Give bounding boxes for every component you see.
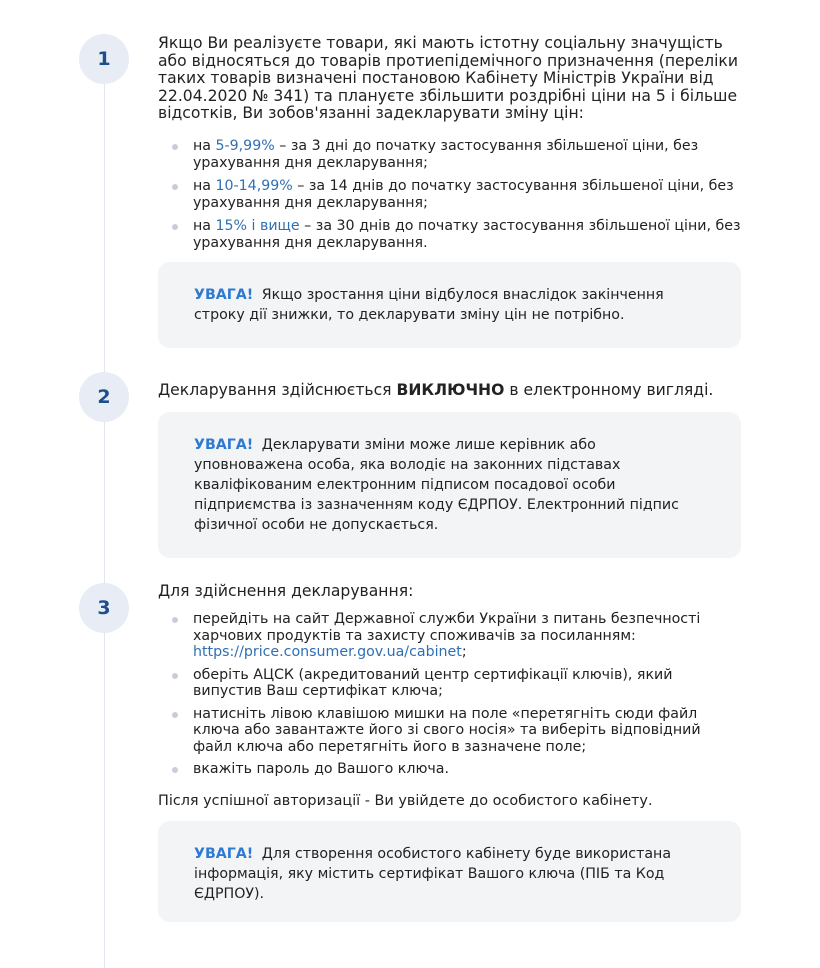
list-item: перейдіть на сайт Державної служби України з питань безпечності харчових продуктів та захисту споживачів за посиланням: https://price.consumer.gov.ua/cabinet; <box>158 611 743 661</box>
step-2-heading: Декларування здійснюється ВИКЛЮЧНО в електронному вигляді. <box>158 381 714 399</box>
step-3-heading: Для здійснення декларування: <box>158 582 414 600</box>
step-3-after-text: Після успішної авторизації - Ви увійдете до особистого кабінету. <box>158 793 653 809</box>
step-number-2: 2 <box>79 372 129 422</box>
emphasis: ВИКЛЮЧНО <box>396 381 505 399</box>
list-item: натисніть лівою клавішою мишки на поле «перетягніть сюди файл ключа або завантажте його зі свого носія» та виберіть відповідний файл ключа або перетягніть його в зазначене поле; <box>158 706 743 756</box>
timeline-line <box>104 60 105 968</box>
warning-text: Для створення особистого кабінету буде використана інформація, яку містить сертифікат Вашого ключа (ПІБ та Код ЄДРПОУ). <box>194 846 672 902</box>
list-item: на 5-9,99% – за 3 дні до початку застосування збільшеної ціни, без урахування дня декларування; <box>158 138 743 171</box>
step-number-1: 1 <box>79 34 129 84</box>
warning-text: Якщо зростання ціни відбулося внаслідок закінчення строку дії знижки, то декларувати зміну цін не потрібно. <box>194 287 664 323</box>
highlight: 5-9,99% <box>215 138 275 154</box>
list-item: на 15% і вище – за 30 днів до початку застосування збільшеної ціни, без урахування дня декларування. <box>158 218 743 251</box>
warning-note-2 <box>158 412 741 558</box>
list-item: на 10-14,99% – за 14 днів до початку застосування збільшеної ціни, без урахування дня декларування; <box>158 178 743 211</box>
warning-text: Декларувати зміни може лише керівник або уповноважена особа, яка володіє на законних підставах кваліфікованим електронним підписом посадової особи підприємства із зазначенням коду ЄДРПОУ. Електронний підпис фізичної особи не допускається. <box>194 437 679 533</box>
step-1-bullet-list <box>158 138 743 251</box>
warning-label: УВАГА! <box>194 437 254 453</box>
highlight: 15% і вище <box>215 218 300 234</box>
cabinet-link[interactable]: https://price.consumer.gov.ua/cabinet <box>193 644 462 660</box>
warning-note-3 <box>158 821 741 922</box>
warning-label: УВАГА! <box>194 287 254 303</box>
highlight: 10-14,99% <box>215 178 293 194</box>
step-3-bullet-list <box>158 611 743 778</box>
list-item: оберіть АЦСК (акредитований центр сертифікації ключів), який випустив Ваш сертифікат ключа; <box>158 667 743 700</box>
step-1-intro: Якщо Ви реалізуєте товари, які мають істотну соціальну значущість або відносяться до товарів протиепідемічного призначення (переліки таких товарів визначені постановою Кабінету Міністрів України від 22.04.2020 № 341) та плануєте збільшити роздрібні ціни на 5 і більше відсотків, Ви зобов'язанні задекларувати зміну цін: <box>158 34 738 122</box>
step-number-3: 3 <box>79 583 129 633</box>
warning-label: УВАГА! <box>194 846 254 862</box>
warning-note-1 <box>158 262 741 348</box>
list-item: вкажіть пароль до Вашого ключа. <box>158 761 743 778</box>
